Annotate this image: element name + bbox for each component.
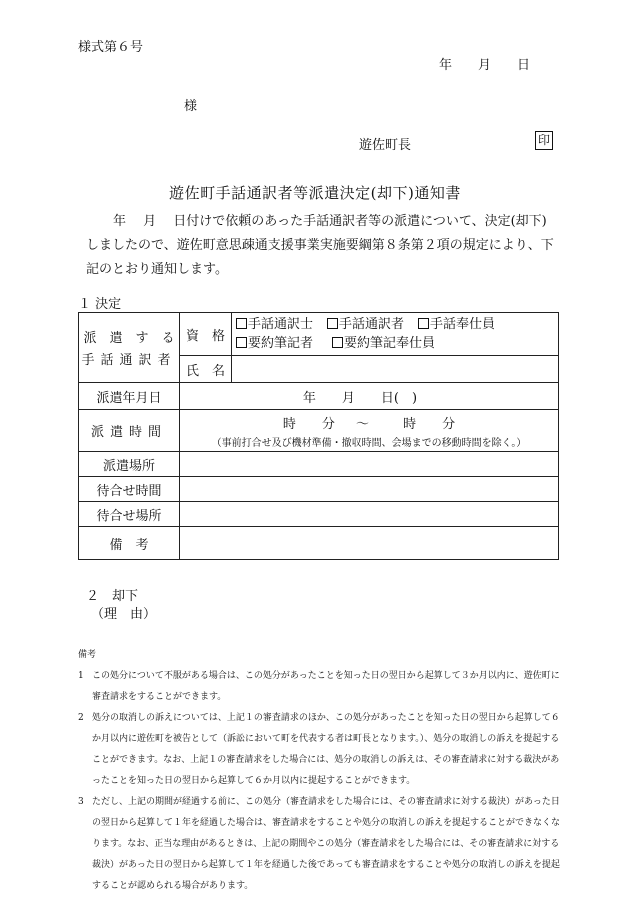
dispatch-date-value[interactable]: 年 月 日( ) — [180, 383, 559, 410]
option-summary-writer[interactable]: 要約筆記者 — [236, 334, 313, 353]
interpreter-label-line-1: 派 遣 す る — [83, 331, 175, 346]
form-number: 様式第６号 — [78, 40, 144, 55]
dispatch-time-label: 派遣時間 — [79, 410, 180, 452]
date-line: 年 月 日 — [439, 58, 531, 73]
dispatch-time-value: 時 分 ～ 時 分 — [282, 416, 456, 432]
notes-section — [78, 645, 568, 897]
section1-heading: １ 決定 — [78, 297, 122, 312]
dispatch-time-cell[interactable] — [180, 410, 559, 452]
option-volunteer[interactable]: 手話奉仕員 — [418, 315, 495, 334]
meeting-time-label: 待合せ時間 — [79, 477, 180, 502]
checkbox-icon[interactable] — [236, 337, 247, 348]
note-line: の翌日から起算して１年を経過した場合は、審査請求をすることや処分の取消しの訴えを提起することができなくな — [92, 818, 561, 828]
section2-heading: ２ 却下 — [86, 589, 139, 604]
option-interpreter[interactable]: 手話通訳者 — [327, 315, 404, 334]
remarks-label: 備 考 — [79, 527, 180, 560]
interpreter-label-cell — [79, 313, 180, 383]
option-sign-interpreter[interactable]: 手話通訳士 — [236, 315, 313, 334]
note-line: か月以内に遊佐町を被告として（訴訟において町を代表する者は町長となります。）、処分の取消しの訴えを提起する — [92, 734, 560, 744]
note-item — [78, 666, 568, 708]
dispatch-place-field[interactable] — [180, 452, 559, 477]
note-line: ったことを知った日の翌日から起算して６か月以内に提起することができます。 — [92, 776, 416, 786]
note-line: 処分の取消しの訴えについては、上記１の審査請求のほか、この処分があったことを知った日の翌日から起算して６ — [92, 713, 560, 723]
reject-reason-label: （理 由） — [91, 607, 157, 622]
recipient-suffix: 様 — [184, 99, 198, 114]
option-summary-volunteer[interactable]: 要約筆記奉仕員 — [332, 334, 435, 353]
dispatch-date-label: 派遣年月日 — [79, 383, 180, 410]
meeting-time-field[interactable] — [180, 477, 559, 502]
body-paragraph — [86, 210, 566, 282]
note-item — [78, 708, 568, 792]
checkbox-icon[interactable] — [327, 318, 338, 329]
remarks-field[interactable] — [180, 527, 559, 560]
note-number: 3 — [78, 797, 84, 807]
note-number: 1 — [78, 671, 84, 681]
seal-mark: 印 — [535, 131, 553, 150]
decision-table — [78, 312, 559, 560]
checkbox-icon[interactable] — [418, 318, 429, 329]
note-item — [78, 792, 568, 897]
document-title: 遊佐町手話通訳者等派遣決定(却下)通知書 — [169, 184, 461, 202]
note-line: 裁決）があった日の翌日から起算して１年を経過した後であっても審査請求をすることや処分の取消しの訴えを提起 — [92, 860, 560, 870]
qualification-options — [232, 313, 559, 356]
note-line: ります。なお、正当な理由があるときは、上記の期間やこの処分（審査請求をした場合には、その審査請求に対する — [92, 839, 560, 849]
meeting-place-label: 待合せ場所 — [79, 502, 180, 527]
note-line: 審査請求をすることができます。 — [92, 692, 227, 702]
qualification-label: 資 格 — [180, 313, 232, 356]
note-line: ただし、上記の期間が経過する前に、この処分（審査請求をした場合には、その審査請求に対する裁決）があった日 — [92, 797, 560, 807]
name-label: 氏 名 — [180, 356, 232, 383]
meeting-place-field[interactable] — [180, 502, 559, 527]
dispatch-time-note: （事前打合せ及び機材準備・撤収時間、会場までの移動時間を除く。） — [211, 437, 527, 449]
interpreter-label-line-2: 手話通訳者 — [81, 353, 177, 368]
body-line-2: しましたので、遊佐町意思疎通支援事業実施要綱第８条第２項の規定により、下 — [86, 238, 554, 253]
dispatch-place-label: 派遣場所 — [79, 452, 180, 477]
note-line: この処分について不服がある場合は、この処分があったことを知った日の翌日から起算して３か月以内に、遊佐町に — [92, 671, 560, 681]
notes-heading: 備考 — [78, 650, 97, 660]
name-field[interactable] — [232, 356, 559, 383]
note-number: 2 — [78, 713, 84, 723]
body-line-3: 記のとおり通知します。 — [86, 262, 228, 277]
checkbox-icon[interactable] — [332, 337, 343, 348]
note-line: することが認められる場合があります。 — [92, 881, 254, 891]
note-line: ことができます。なお、上記１の審査請求をした場合には、処分の取消しの訴えは、その審査請求に対する裁決があ — [92, 755, 560, 765]
body-line-1: 年 月 日付けで依頼のあった手話通訳者等の派遣について、決定(却下) — [113, 214, 547, 229]
checkbox-icon[interactable] — [236, 318, 247, 329]
issuer: 遊佐町長 — [359, 138, 412, 153]
